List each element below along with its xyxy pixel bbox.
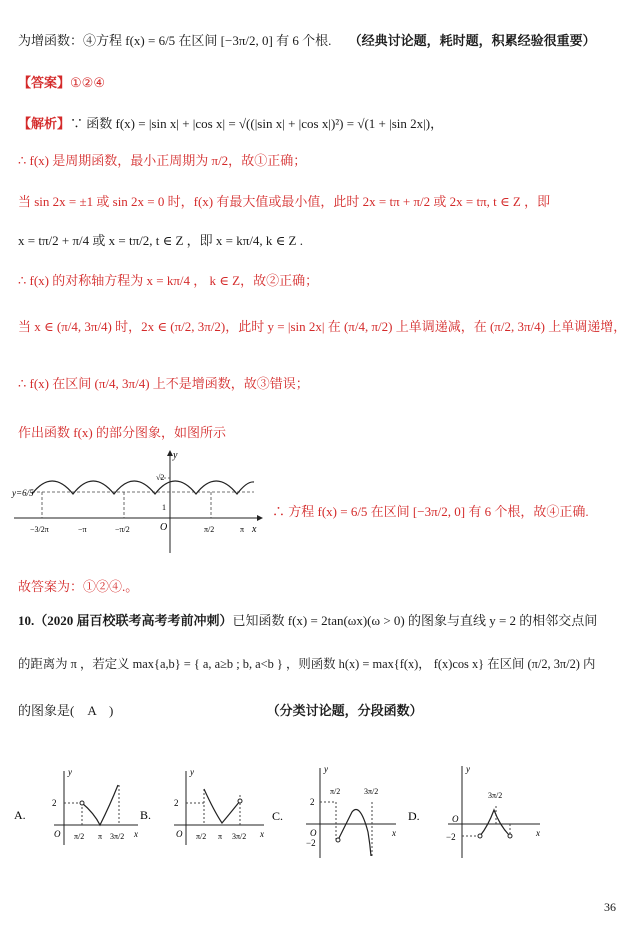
option-a-t2: π	[98, 832, 103, 841]
question-10-source: （2020 届百校联考高考考前冲刺）	[34, 613, 233, 628]
option-a-two: 2	[52, 798, 57, 808]
option-c-t1: π/2	[330, 787, 341, 796]
option-d-y: y	[466, 764, 470, 774]
graph-origin: O	[160, 522, 168, 533]
option-d-t3: 3π/2	[488, 791, 503, 800]
option-d-label: D.	[408, 809, 420, 823]
option-a-t1: π/2	[74, 832, 85, 841]
graph-y-label: y	[173, 450, 178, 461]
analysis-l7: ∴ f(x) 在区间 (π/4, 3π/4) 上不是增函数，故③错误；	[18, 376, 309, 391]
analysis-l2-post: 故①正确；	[241, 153, 307, 168]
option-a-t3: 3π/2	[110, 832, 125, 841]
option-b-y: y	[190, 767, 194, 777]
option-d-open-point-right	[508, 834, 512, 838]
option-d-neg: −2	[446, 832, 456, 842]
option-c-open-point	[336, 838, 340, 842]
graph-tick-neg-half-pi: −π/2	[115, 525, 130, 534]
analysis-line-6: 当 x ∈ (π/4, 3π/4) 时，2x ∈ (π/2, 3π/2)，此时 y = |sin 2x| 在 (π/4, π/2) 上单调递减，在 (π/2, 3π/4) 上单调递增，	[18, 319, 627, 334]
option-b-label: B.	[140, 808, 152, 822]
option-a-open-point	[80, 801, 84, 805]
option-d-x: x	[536, 828, 540, 838]
analysis-line-7	[18, 375, 309, 393]
option-a-y: y	[68, 767, 72, 777]
graph-tick-half-pi: π/2	[204, 525, 215, 534]
option-b-open-point	[238, 799, 242, 803]
question-10-line-2: 的距离为 π ，若定义 max{a,b} = { a, a≥b ; b, a<b } ，则函数 h(x) = max{f(x)， f(x)cos x} 在区间 (π/2, 3π/2) 内	[18, 657, 596, 671]
analysis-line-8: 作出函数 f(x) 的部分图象，如图所示	[18, 425, 226, 440]
option-c[interactable]	[272, 762, 402, 862]
graph-conclusion: ∴ 方程 f(x) = 6/5 在区间 [−3π/2, 0] 有 6 个根，故④正确.	[272, 504, 589, 519]
analysis-label: 【解析】	[18, 116, 71, 131]
option-d[interactable]	[408, 762, 548, 862]
line-1-text: 为增函数：④方程 f(x) = 6/5 在区间 [−3π/2, 0] 有 6 个根.	[18, 33, 332, 48]
question-10-note: （分类讨论题，分段函数）	[266, 703, 423, 718]
answer-label: 【答案】	[18, 75, 71, 90]
analysis-line-3: 当 sin 2x = ±1 或 sin 2x = 0 时，f(x) 有最大值或最小值，此时 2x = tπ + π/2 或 2x = tπ, t ∈ Z ，即	[18, 194, 551, 209]
answer-value: ①②④	[70, 75, 105, 90]
option-c-y: y	[324, 764, 328, 774]
option-c-label: C.	[272, 809, 284, 823]
x-axis-arrow-icon	[257, 515, 263, 521]
analysis-line-5	[18, 272, 318, 290]
option-b-t2: π	[218, 832, 223, 841]
option-a-label: A.	[14, 808, 26, 822]
option-c-t3: 3π/2	[364, 787, 379, 796]
option-c-x: x	[392, 828, 396, 838]
line-1	[18, 32, 596, 50]
option-b-o: O	[176, 829, 183, 839]
graph-y-line-label: y=6/5	[12, 488, 34, 498]
analysis-l1: ∵ 函数 f(x) = |sin x| + |cos x| = √((|sin x| + |cos x|)²) = √(1 + |sin 2x|)，	[70, 116, 444, 131]
answer-line	[18, 74, 105, 92]
graph-one-label: 1	[162, 503, 166, 512]
analysis-line-1	[18, 115, 443, 133]
option-c-two: 2	[310, 797, 315, 807]
option-b-x: x	[260, 829, 264, 839]
analysis-l2-pre: ∴ f(x) 是周期函数，最小正周期为 π/2，	[18, 153, 242, 168]
analysis-line-2	[18, 152, 306, 170]
analysis-l5: ∴ f(x) 的对称轴方程为 x = kπ/4 ， k ∈ Z，故②正确；	[18, 273, 319, 288]
question-10-number: 10.	[18, 613, 35, 628]
option-a-x: x	[134, 829, 138, 839]
option-b-two: 2	[174, 798, 179, 808]
option-d-open-point-left	[478, 834, 482, 838]
option-a-curve	[82, 785, 118, 825]
question-10-line-1	[18, 612, 597, 630]
line-1-note: （经典讨论题，耗时题，积累经验很重要）	[348, 33, 596, 48]
graph-x-label: x	[252, 524, 257, 535]
option-a[interactable]	[14, 765, 144, 855]
final-answer: 故答案为：①②④.。	[18, 579, 139, 594]
option-b-t1: π/2	[196, 832, 207, 841]
option-d-o: O	[452, 814, 459, 824]
option-a-o: O	[54, 829, 61, 839]
question-10-line-3	[18, 702, 423, 720]
option-c-o: O	[310, 828, 317, 838]
graph-tick-pi: π	[240, 525, 245, 534]
graph-tick-neg-3-2-pi: −3/2π	[30, 525, 49, 534]
question-10-l1: 已知函数 f(x) = 2tan(ωx)(ω > 0) 的图象与直线 y = 2 的相邻交点间	[232, 613, 598, 628]
function-graph	[12, 448, 262, 558]
option-b-t3: 3π/2	[232, 832, 247, 841]
option-c-neg: −2	[306, 838, 316, 848]
option-c-curve	[338, 810, 371, 857]
graph-sqrt2-label: √2	[156, 473, 165, 482]
option-b[interactable]	[140, 765, 270, 855]
option-b-curve	[204, 789, 240, 823]
analysis-line-4: x = tπ/2 + π/4 或 x = tπ/2, t ∈ Z ，即 x = kπ/4, k ∈ Z .	[18, 233, 303, 248]
page-number: 36	[604, 900, 616, 914]
question-10-l3: 的图象是( A )	[18, 703, 114, 718]
graph-tick-neg-pi: −π	[78, 525, 87, 534]
option-d-curve	[480, 810, 510, 836]
